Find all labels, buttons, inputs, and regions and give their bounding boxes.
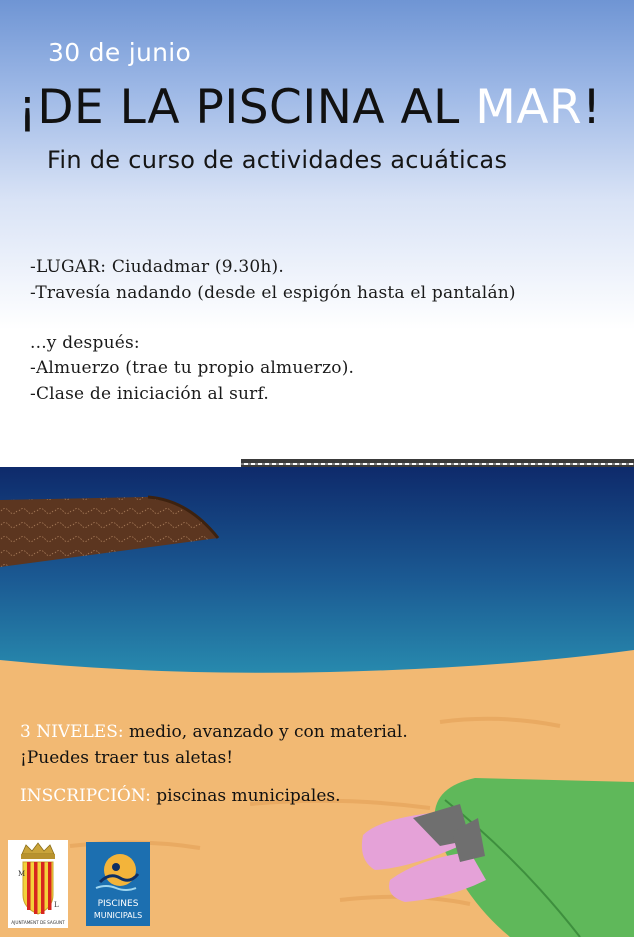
logo-letter-m: M <box>18 870 26 878</box>
town-council-logo <box>8 840 68 928</box>
levels-line <box>20 722 408 742</box>
pools-logo-line2: MUNICIPALS <box>93 911 143 920</box>
registration-text: piscinas municipales. <box>150 786 341 806</box>
swimmer-icon <box>112 863 120 871</box>
detail-after-heading: ...y después: <box>30 333 140 353</box>
detail-lunch: -Almuerzo (trae tu propio almuerzo). <box>30 358 355 378</box>
event-date: 30 de junio <box>48 38 192 67</box>
title-accent: MAR <box>475 80 583 135</box>
pier <box>241 459 634 467</box>
registration-label: INSCRIPCIÓN: <box>20 786 151 806</box>
fins-note: ¡Puedes traer tus aletas! <box>20 748 234 768</box>
town-logo-caption: AJUNTAMENT DE SAGUNT <box>11 920 65 925</box>
levels-label: 3 NIVELES: <box>20 722 124 742</box>
municipal-pools-logo <box>86 842 150 926</box>
title-main: ¡DE LA PISCINA AL <box>18 80 476 135</box>
title-end: ! <box>582 80 602 135</box>
detail-location: -LUGAR: Ciudadmar (9.30h). <box>30 257 284 277</box>
logo-letter-l: L <box>54 901 59 909</box>
levels-text: medio, avanzado y con material. <box>123 722 408 742</box>
poster-title <box>18 80 602 135</box>
registration-line <box>20 786 341 806</box>
detail-swim-crossing: -Travesía nadando (desde el espigón hasta el pantalán) <box>30 283 516 303</box>
detail-surf-class: -Clase de iniciación al surf. <box>30 384 269 404</box>
poster-subtitle: Fin de curso de actividades acuáticas <box>47 146 508 174</box>
pools-logo-line1: PISCINES <box>97 899 139 909</box>
